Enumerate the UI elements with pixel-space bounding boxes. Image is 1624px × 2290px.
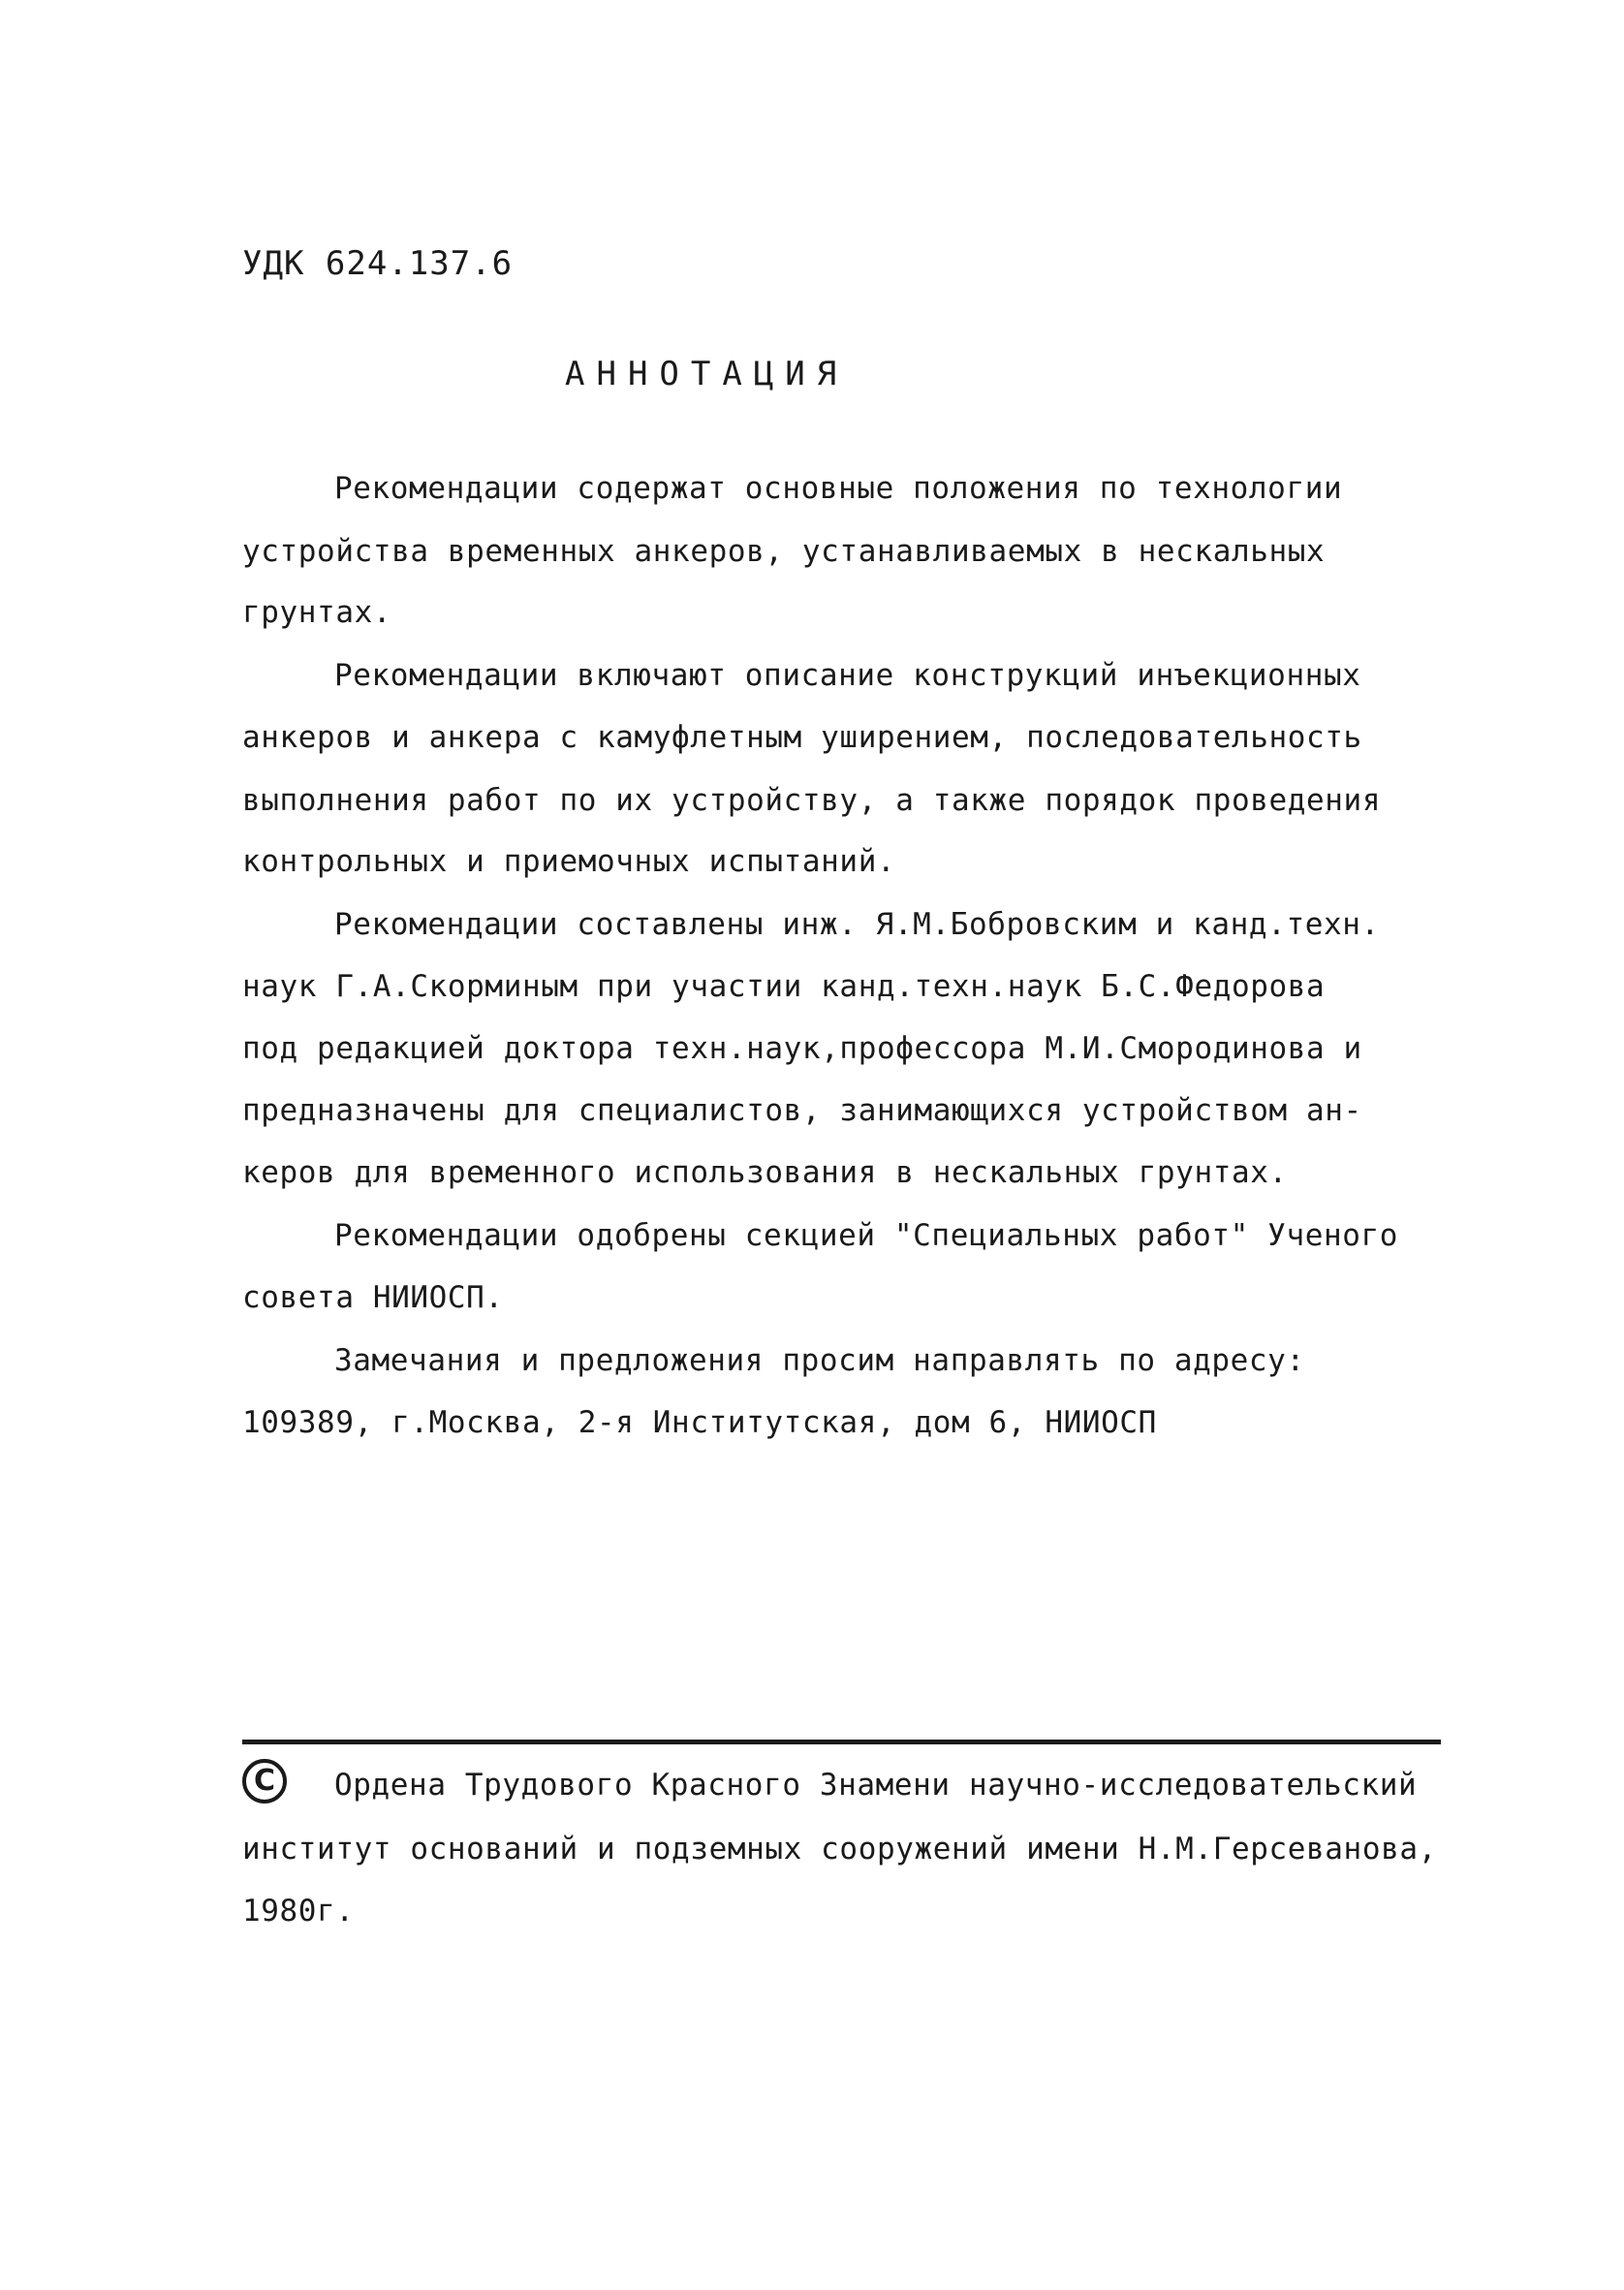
body-line: совета НИИОСП.: [242, 1280, 504, 1315]
copyright-line: институт оснований и подземных сооружений имени Н.М.Герсеванова,: [242, 1832, 1437, 1867]
divider-rule: [242, 1740, 1441, 1744]
body-line: выполнения работ по их устройству, а также порядок проведения: [242, 783, 1382, 818]
body-line: предназначены для специалистов, занимающихся устройством ан-: [242, 1093, 1362, 1128]
body-line: под редакцией доктора техн.наук,профессора М.И.Смородинова и: [242, 1031, 1362, 1066]
body-line: анкеров и анкера с камуфлетным уширением, последовательность: [242, 720, 1362, 755]
body-line: грунтах.: [242, 595, 392, 630]
body-line: Рекомендации составлены инж. Я.М.Бобровским и канд.техн.: [334, 907, 1380, 942]
body-line: наук Г.А.Скорминым при участии канд.техн.наук Б.С.Федорова: [242, 969, 1326, 1004]
body-line: Рекомендации включают описание конструкций инъекционных: [334, 658, 1361, 693]
body-line: контрольных и приемочных испытаний.: [242, 844, 896, 879]
body-line: керов для временного использования в нескальных грунтах.: [242, 1155, 1288, 1190]
body-line: Рекомендации содержат основные положения по технологии: [334, 471, 1343, 506]
copyright-icon: C: [242, 1759, 287, 1804]
body-line: Замечания и предложения просим направлять по адресу:: [334, 1343, 1305, 1378]
annotation-title: АННОТАЦИЯ: [565, 355, 849, 393]
body-line: устройства временных анкеров, устанавливаемых в нескальных: [242, 534, 1326, 569]
body-line: Рекомендации одобрены секцией "Специальных работ" Ученого: [334, 1218, 1399, 1253]
copyright-line: 1980г.: [242, 1894, 355, 1929]
address-line: 109389, г.Москва, 2-я Институтская, дом 6, НИИОСП: [242, 1405, 1157, 1440]
copyright-line: Ордена Трудового Красного Знамени научно-исследовательский: [334, 1768, 1418, 1803]
udk-code: УДК 624.137.6: [242, 244, 514, 283]
